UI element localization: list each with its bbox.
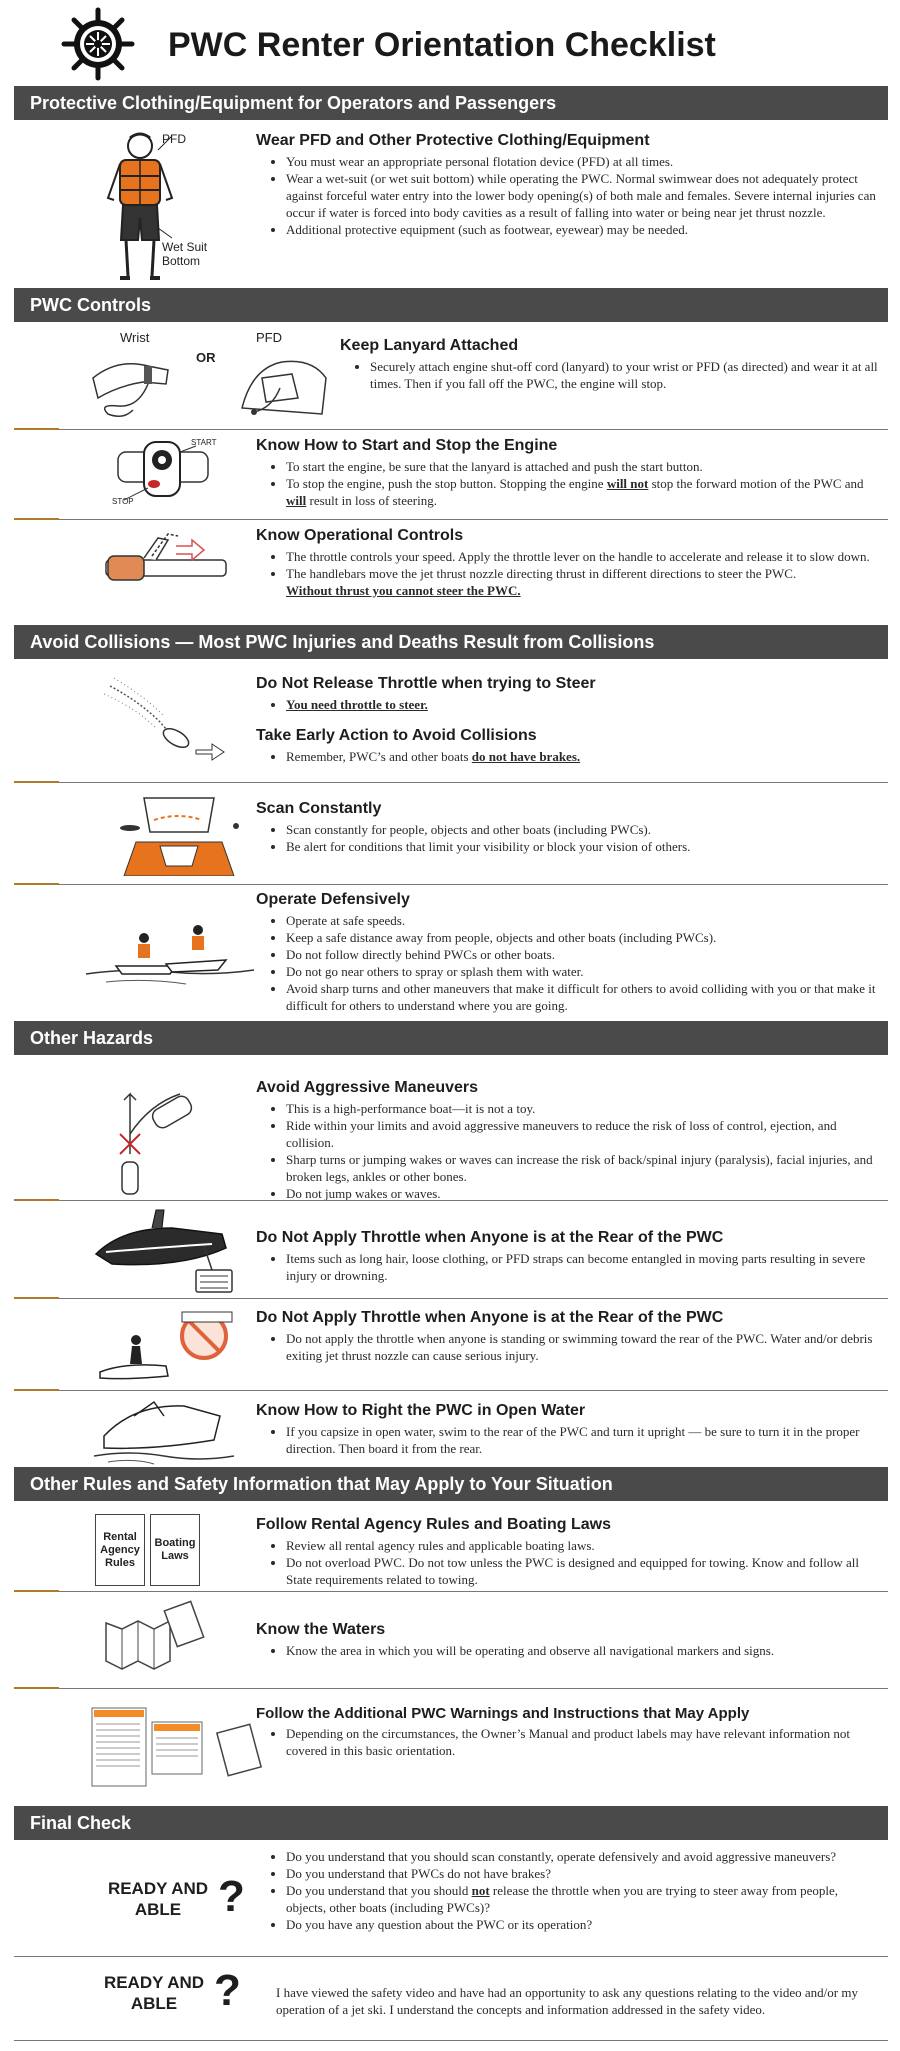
- section-bar-collisions: Avoid Collisions — Most PWC Injuries and Deaths Result from Collisions: [14, 625, 888, 659]
- list-item: • Do you understand that you should scan constantly, operate defensively and avoid aggressive maneuvers?: [286, 1848, 876, 1865]
- scan-block: [256, 800, 876, 855]
- divider: [14, 1390, 888, 1391]
- section-bar-protective: Protective Clothing/Equipment for Operators and Passengers: [14, 86, 888, 120]
- rental-rules-block: [256, 1516, 876, 1588]
- wetsuit-label-line2: Bottom: [162, 254, 201, 268]
- rear-hazard-block-1: [256, 1229, 876, 1284]
- list-item: • To start the engine, be sure that the lanyard is attached and push the start button.: [286, 458, 876, 475]
- divider: [14, 429, 888, 430]
- section-bar-hazards: Other Hazards: [14, 1021, 888, 1055]
- emphasis: not: [471, 1883, 490, 1898]
- list-item: • Wear a wet-suit (or wet suit bottom) while operating the PWC. Normal swimwear does not adequately protect against forceful water entry into the lower body opening(s) of both male and females. Severe internal injuries can occur if water is forced into body cavities as a result of falling into water or being near jet thrust nozzle.: [286, 170, 876, 221]
- early-action-heading: Take Early Action to Avoid Collisions: [256, 727, 537, 744]
- boating-laws-book: Boating Laws: [150, 1514, 200, 1586]
- text-run: To stop the engine, push the stop button. Stopping the engine: [286, 476, 607, 491]
- or-label: OR: [196, 350, 216, 365]
- divider: [14, 1591, 888, 1592]
- rental-rules-heading: Follow Rental Agency Rules and Boating Laws: [256, 1516, 612, 1533]
- list-item: • Avoid sharp turns and other maneuvers that make it difficult for others to avoid colliding with you or that make it difficult for others to understand where you are going.: [286, 980, 876, 1014]
- list-item: • Do you understand that PWCs do not have brakes?: [286, 1865, 876, 1882]
- divider: [14, 884, 888, 885]
- emphasis: do not have brakes.: [471, 749, 581, 764]
- pfd-label-controls: PFD: [256, 330, 282, 345]
- list-item: • Do you have any question about the PWC or its operation?: [286, 1916, 876, 1933]
- right-pwc-list: [256, 1423, 876, 1457]
- list-item: • Additional protective equipment (such as footwear, eyewear) may be needed.: [286, 221, 876, 238]
- defensive-list: [256, 912, 876, 1014]
- emphasis: Without thrust you cannot steer the PWC.: [286, 583, 521, 598]
- waters-list: [256, 1642, 876, 1659]
- defensive-heading: Operate Defensively: [256, 891, 410, 908]
- final-check-list: [256, 1848, 876, 1933]
- lanyard-block: [340, 337, 880, 392]
- emphasis: will: [286, 493, 307, 508]
- list-item: [286, 565, 876, 599]
- question-mark-icon: ?: [214, 1966, 241, 2015]
- protective-heading: Wear PFD and Other Protective Clothing/Equipment: [256, 132, 650, 149]
- folded-map-illustration: [100, 1599, 210, 1671]
- list-item: • Do not apply the throttle when anyone is standing or swimming toward the rear of the PWC. Water and/or debris exiting jet thrust nozzle can cause serious injury.: [286, 1330, 876, 1364]
- operate-defensively-illustration: [86, 912, 254, 990]
- list-item: • Do not go near others to spray or splash them with water.: [286, 963, 876, 980]
- op-controls-heading: Know Operational Controls: [256, 527, 464, 544]
- aggressive-list: [256, 1100, 876, 1202]
- divider: [14, 519, 888, 520]
- wetsuit-label-line1: Wet Suit: [162, 240, 208, 254]
- text-run: result in loss of steering.: [306, 493, 437, 508]
- right-pwc-block: [256, 1402, 876, 1457]
- aggressive-block: [256, 1079, 876, 1202]
- text-run: Remember, PWC’s and other boats: [286, 749, 472, 764]
- aggressive-maneuvers-illustration: [100, 1074, 220, 1198]
- list-item: [286, 475, 876, 509]
- list-item: • Do not follow directly behind PWCs or other boats.: [286, 946, 876, 963]
- steer-heading: Do Not Release Throttle when trying to Steer: [256, 675, 596, 692]
- list-item: • You must wear an appropriate personal flotation device (PFD) at all times.: [286, 153, 876, 170]
- rear-hazard-list-1: [256, 1250, 876, 1284]
- wrist-label: Wrist: [120, 330, 150, 345]
- lanyard-wrist-illustration: [88, 348, 178, 422]
- text-run: stop the forward motion of the PWC and: [648, 476, 864, 491]
- aggressive-heading: Avoid Aggressive Maneuvers: [256, 1079, 479, 1096]
- op-controls-list: [256, 548, 876, 599]
- op-controls-block: [256, 527, 876, 599]
- engine-block: [256, 437, 876, 509]
- warnings-list: [256, 1725, 876, 1759]
- ready-and-able-label-1: [98, 1878, 218, 1920]
- divider: [14, 1956, 888, 1957]
- throttle-handle-illustration: [96, 526, 236, 606]
- rental-rules-list: [256, 1537, 876, 1588]
- list-item: • Securely attach engine shut-off cord (lanyard) to your wrist or PFD (as directed) and wear it at all times. Then if you fall off the PWC, the engine will stop.: [370, 358, 880, 392]
- text-run: The handlebars move the jet thrust nozzle directing thrust in different directions to steer the PWC.: [286, 566, 797, 581]
- list-item: • Items such as long hair, loose clothing, or PFD straps can become entangled in moving parts resulting in severe injury or drowning.: [286, 1250, 876, 1284]
- divider: [14, 1200, 888, 1201]
- early-action-block: [256, 727, 876, 765]
- pfd-label: PFD: [162, 132, 186, 146]
- pwc-steering-spray-illustration: [100, 672, 230, 762]
- waters-block: [256, 1621, 876, 1659]
- list-item: • Know the area in which you will be operating and observe all navigational markers and signs.: [286, 1642, 876, 1659]
- able-line: ABLE: [130, 1994, 178, 2013]
- engine-heading: Know How to Start and Stop the Engine: [256, 437, 558, 454]
- list-item: • Operate at safe speeds.: [286, 912, 876, 929]
- divider: [14, 1688, 888, 1689]
- divider: [14, 782, 888, 783]
- section-bar-final: Final Check: [14, 1806, 888, 1840]
- no-swimming-behind-pwc-illustration: [96, 1306, 236, 1386]
- list-item: • The throttle controls your speed. Apply the throttle lever on the handle to accelerate and release it to slow down.: [286, 548, 876, 565]
- protective-list: [256, 153, 876, 238]
- defensive-block: [256, 891, 876, 1014]
- list-item: • Do not jump wakes or waves.: [286, 1185, 876, 1202]
- ready-line: READY AND: [107, 1879, 209, 1898]
- list-item: • Ride within your limits and avoid aggressive maneuvers to reduce the risk of loss of control, ejection, and collision.: [286, 1117, 876, 1151]
- list-item: [286, 748, 876, 765]
- list-item: • Review all rental agency rules and applicable boating laws.: [286, 1537, 876, 1554]
- pwc-rear-intake-illustration: [92, 1204, 242, 1300]
- text-run: release the throttle when you are trying to steer away from people, objects, other boats (including PWCs)?: [286, 1883, 838, 1915]
- emphasis: will not: [606, 476, 649, 491]
- start-label: START: [191, 438, 217, 447]
- capsized-pwc-illustration: [94, 1396, 234, 1468]
- scan-constantly-illustration: [104, 792, 254, 876]
- engine-list: [256, 458, 876, 509]
- right-pwc-heading: Know How to Right the PWC in Open Water: [256, 1402, 586, 1419]
- warnings-block: [256, 1705, 876, 1759]
- page-title: PWC Renter Orientation Checklist: [168, 26, 716, 64]
- list-item: • Be alert for conditions that limit your visibility or block your vision of others.: [286, 838, 876, 855]
- scan-list: [256, 821, 876, 855]
- question-mark-icon: ?: [218, 1872, 245, 1921]
- rear-hazard-heading-1: Do Not Apply Throttle when Anyone is at the Rear of the PWC: [256, 1229, 724, 1246]
- acknowledgement-statement: I have viewed the safety video and have had an opportunity to ask any questions relating to the video and/or my operation of a jet ski. I understand the concepts and information addressed in the safety video.: [276, 1985, 858, 2017]
- emphasis: You need throttle to steer.: [286, 697, 428, 712]
- ready-and-able-label-2: [94, 1972, 214, 2014]
- scan-heading: Scan Constantly: [256, 800, 382, 817]
- list-item: • If you capsize in open water, swim to the rear of the PWC and turn it upright — be sure to turn it in the proper direction. Then board it from the rear.: [286, 1423, 876, 1457]
- warnings-heading: Follow the Additional PWC Warnings and Instructions that May Apply: [256, 1705, 750, 1722]
- rear-hazard-list-2: [256, 1330, 876, 1364]
- rental-agency-rules-book: Rental Agency Rules: [95, 1514, 145, 1586]
- final-check-block: [256, 1848, 876, 1933]
- protective-block: [256, 132, 876, 238]
- section-bar-rules: Other Rules and Safety Information that May Apply to Your Situation: [14, 1467, 888, 1501]
- steer-list: [256, 696, 876, 713]
- list-item: • Keep a safe distance away from people, objects and other boats (including PWCs).: [286, 929, 876, 946]
- able-line: ABLE: [134, 1900, 182, 1919]
- rear-hazard-heading-2: Do Not Apply Throttle when Anyone is at the Rear of the PWC: [256, 1309, 724, 1326]
- list-item: • Depending on the circumstances, the Owner’s Manual and product labels may have relevant information not covered in this basic orientation.: [286, 1725, 876, 1759]
- section-bar-controls: PWC Controls: [14, 288, 888, 322]
- text-run: Do you understand that you should: [286, 1883, 472, 1898]
- page-header: [0, 0, 900, 86]
- list-item: [286, 1882, 876, 1916]
- stop-label: STOP: [112, 497, 134, 506]
- waters-heading: Know the Waters: [256, 1621, 386, 1638]
- lanyard-list: [340, 358, 880, 392]
- rear-hazard-block-2: [256, 1309, 876, 1364]
- lanyard-pfd-illustration: [232, 348, 332, 424]
- list-item: • This is a high-performance boat—it is not a toy.: [286, 1100, 876, 1117]
- ships-wheel-icon: [60, 6, 136, 82]
- divider: [14, 2040, 888, 2041]
- ready-line: READY AND: [103, 1973, 205, 1992]
- list-item: • Do not overload PWC. Do not tow unless the PWC is designed and equipped for towing. Know and follow all State requirements related to towing.: [286, 1554, 876, 1588]
- list-item: [286, 696, 876, 713]
- lanyard-heading: Keep Lanyard Attached: [340, 337, 519, 354]
- divider: [14, 1298, 888, 1299]
- list-item: • Sharp turns or jumping wakes or waves can increase the risk of back/spinal injury (paralysis), facial injuries, and broken legs, ankles or other bones.: [286, 1151, 876, 1185]
- early-action-list: [256, 748, 876, 765]
- list-item: • Scan constantly for people, objects and other boats (including PWCs).: [286, 821, 876, 838]
- warning-labels-manual-illustration: [90, 1706, 270, 1790]
- steer-block: [256, 675, 876, 713]
